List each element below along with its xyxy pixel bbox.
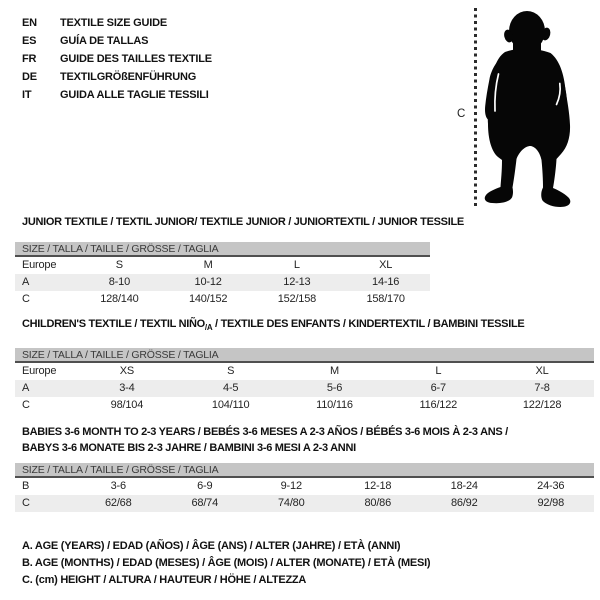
language-row (22, 68, 212, 86)
cell: 92/98 (537, 497, 565, 509)
cell: S (115, 259, 123, 271)
language-row (22, 86, 212, 104)
language-header (22, 14, 212, 104)
cell: L (293, 259, 300, 271)
cell: 4-5 (223, 382, 239, 395)
language-code: IT (22, 89, 32, 101)
size-header-bar: SIZE / TALLA / TAILLE / GRÖSSE / TAGLIA (15, 463, 594, 478)
cell: 86/92 (450, 497, 478, 509)
cell: 68/74 (191, 497, 219, 509)
title-text: / TEXTILE DES ENFANTS / KINDERTEXTIL / BAMBINI TESSILE (212, 318, 525, 330)
row-label: Europe (22, 259, 57, 271)
cell: 12-18 (364, 480, 392, 492)
cell: 3-4 (119, 382, 135, 395)
table-row (15, 495, 594, 512)
title-line: BABYS 3-6 MONATE BIS 2-3 JAHRE / BAMBINI 3-6 MESI A 2-3 ANNI (22, 442, 356, 454)
language-code: DE (22, 71, 37, 83)
language-title: TEXTILE SIZE GUIDE (60, 17, 168, 29)
cell: M (203, 259, 213, 271)
table-title: JUNIOR TEXTILE / TEXTIL JUNIOR/ TEXTILE JUNIOR / JUNIORTEXTIL / JUNIOR TESSILE (22, 216, 464, 228)
cell: XL (535, 365, 549, 378)
language-title: GUIDA ALLE TAGLIE TESSILI (60, 89, 209, 101)
cell: 122/128 (522, 399, 562, 412)
language-code: FR (22, 53, 37, 65)
cell: 128/140 (100, 293, 139, 305)
table-row (15, 397, 594, 414)
cell: 24-36 (537, 480, 565, 492)
cell: 8-10 (108, 276, 130, 288)
cell: 10-12 (194, 276, 222, 288)
table-row (15, 274, 430, 291)
cell: 6-9 (197, 480, 213, 492)
language-row (22, 32, 212, 50)
row-label: C (22, 497, 30, 509)
footnote-c: C. (cm) HEIGHT / ALTURA / HAUTEUR / HÖHE / ALTEZZA (22, 574, 307, 586)
cell: 3-6 (110, 480, 126, 492)
cell: 9-12 (280, 480, 302, 492)
measure-label-c: C (457, 108, 466, 120)
section-childrens-textile (15, 318, 594, 414)
language-title: GUIDE DES TAILLES TEXTILE (60, 53, 212, 65)
row-label: C (22, 399, 30, 412)
row-label: A (22, 382, 30, 395)
cell: 18-24 (450, 480, 478, 492)
table-title (15, 318, 594, 334)
cell: 140/152 (188, 293, 228, 305)
cell: 7-8 (534, 382, 550, 395)
cell: 110/116 (316, 399, 353, 412)
cell: 5-6 (326, 382, 343, 395)
row-label: B (22, 480, 30, 492)
cell: XL (379, 259, 393, 271)
title-line: BABIES 3-6 MONTH TO 2-3 YEARS / BEBÉS 3-6 MESES A 2-3 AÑOS / BÉBÉS 3-6 MOIS À 2-3 ANS / (22, 426, 508, 438)
footnote-b: B. AGE (MONTHS) / EDAD (MESES) / ÂGE (MOIS) / ALTER (MONATE) / ETÀ (MESI) (22, 557, 431, 569)
cell: 104/110 (211, 399, 250, 412)
language-row (22, 50, 212, 68)
table-row (15, 380, 594, 397)
title-subscript: /A (204, 323, 213, 333)
cell: 74/80 (277, 497, 305, 509)
row-label: Europe (22, 365, 57, 378)
row-label: C (22, 293, 30, 305)
cell: 158/170 (366, 293, 405, 305)
title-text: CHILDREN'S TEXTILE / TEXTIL NIÑO (22, 318, 205, 330)
language-title: GUÍA DE TALLAS (60, 35, 149, 47)
cell: 98/104 (110, 399, 144, 412)
cell: S (227, 365, 235, 378)
cell: 12-13 (283, 276, 311, 288)
cell: L (435, 365, 442, 378)
cell: 62/68 (104, 497, 132, 509)
language-title: TEXTILGRÖßENFÜHRUNG (60, 71, 197, 83)
size-header-bar: SIZE / TALLA / TAILLE / GRÖSSE / TAGLIA (15, 348, 594, 363)
cell: 152/158 (277, 293, 317, 305)
table-row (15, 363, 594, 380)
language-code: ES (22, 35, 37, 47)
toddler-silhouette-icon (484, 6, 600, 210)
cell: 6-7 (430, 382, 446, 395)
cell: 80/86 (364, 497, 392, 509)
table-row (15, 291, 430, 308)
size-header-bar: SIZE / TALLA / TAILLE / GRÖSSE / TAGLIA (15, 242, 430, 257)
language-code: EN (22, 17, 37, 29)
language-row (22, 14, 212, 32)
section-junior-textile (15, 216, 464, 308)
table-row (15, 478, 594, 495)
height-measure-dashed-line (474, 8, 477, 206)
legend-footnotes (22, 538, 430, 589)
row-label: A (22, 276, 30, 288)
cell: 14-16 (372, 276, 400, 288)
table-title (15, 424, 594, 456)
cell: 116/122 (419, 399, 458, 412)
table-row (15, 257, 430, 274)
cell: M (330, 365, 339, 378)
footnote-a: A. AGE (YEARS) / EDAD (AÑOS) / ÂGE (ANS) / ALTER (JAHRE) / ETÀ (ANNI) (22, 540, 401, 552)
cell: XS (119, 365, 135, 378)
section-babies-textile (15, 424, 594, 512)
